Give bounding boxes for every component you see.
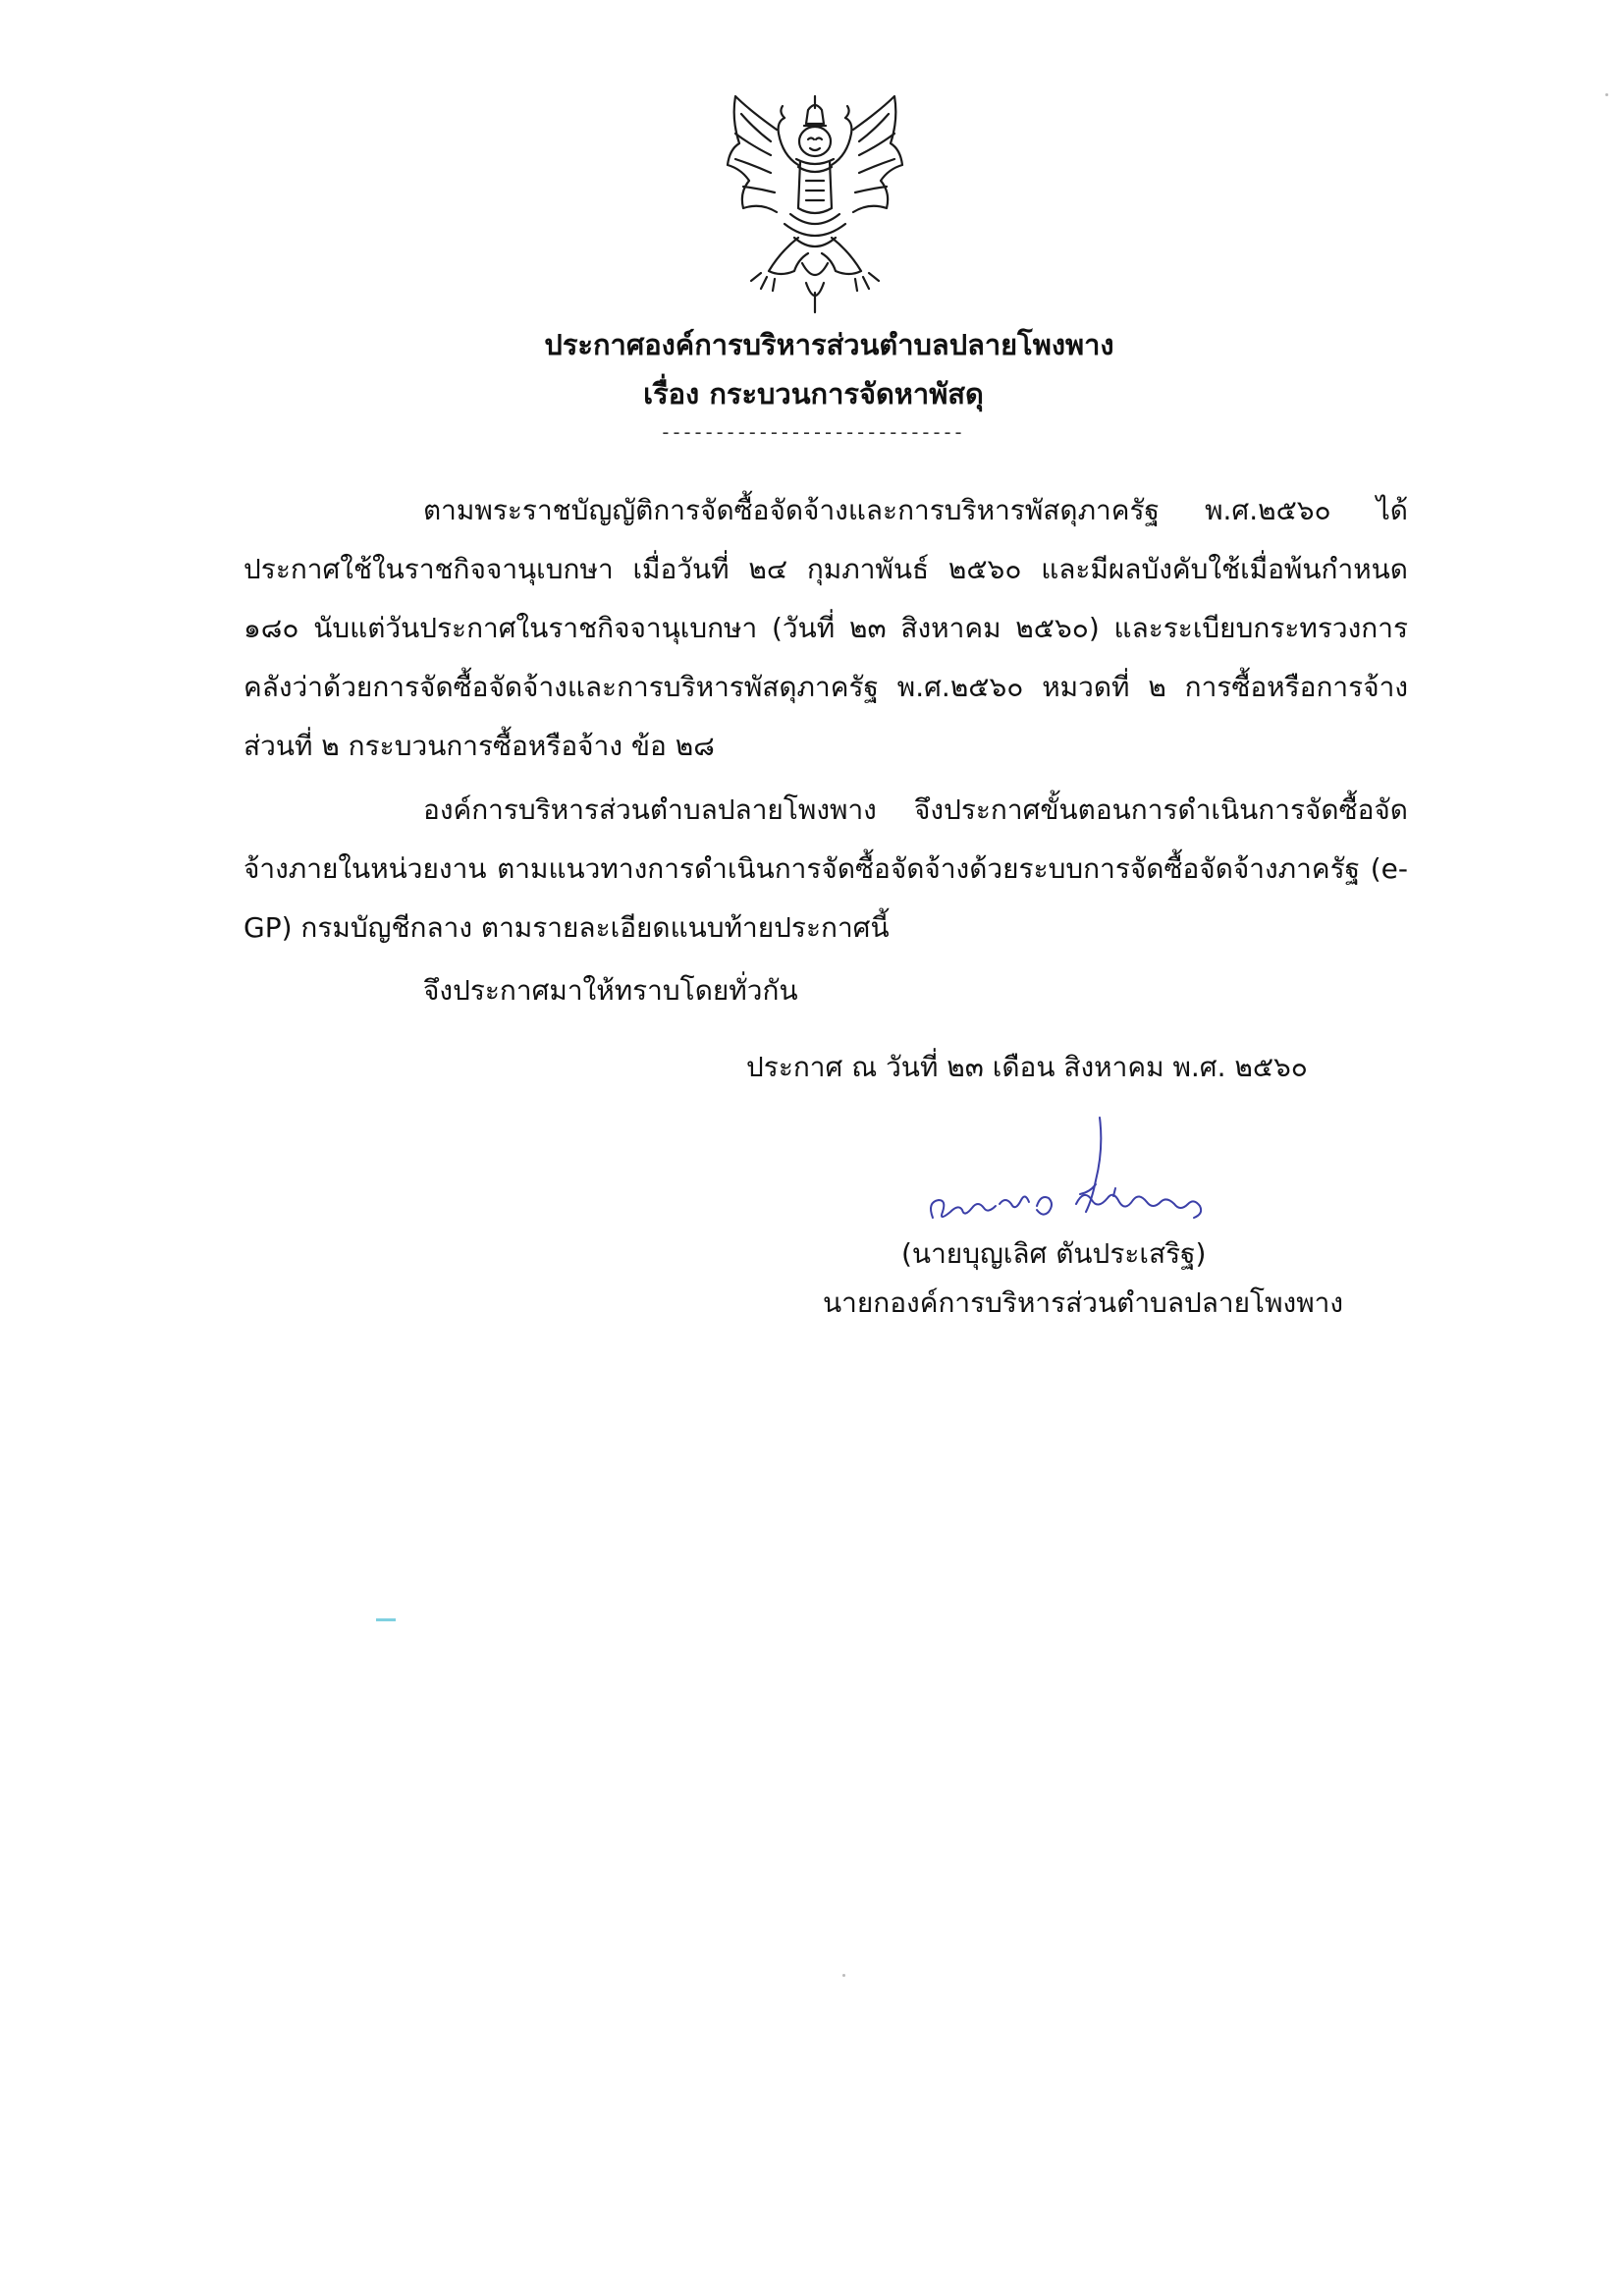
announcement-subject: เรื่อง กระบวนการจัดหาพัสดุ [643,377,984,410]
announcement-date: ประกาศ ณ วันที่ ๒๓ เดือน สิงหาคม พ.ศ. ๒๕๖๐ [746,1051,1308,1083]
signer-title: นายกองค์การบริหารส่วนตำบลปลายโพงพาง [823,1286,1344,1319]
garuda-emblem-icon [722,90,908,318]
scan-artifact-mark [376,1618,396,1621]
closing-statement: จึงประกาศมาให้ทราบโดยทั่วกัน [423,974,798,1007]
body-paragraph-2: องค์การบริหารส่วนตำบลปลายโพงพาง จึงประกาศขั้นตอนการดำเนินการจัดซื้อจัดจ้างภายในหน่วยงาน ตามแนวทางการดำเนินการจัดซื้อจัดจ้างด้วยระบบการจัดซื้อจัดจ้างภาครัฐ (e-GP) กรมบัญชีกลาง ตามรายละเอียดแนบท้ายประกาศนี้ [243,793,1408,944]
handwritten-signature [903,1110,1227,1237]
body-paragraph-1: ตามพระราชบัญญัติการจัดซื้อจัดจ้างและการบริหารพัสดุภาครัฐ พ.ศ.๒๕๖๐ ได้ประกาศใช้ในราชกิจจานุเบกษา เมื่อวันที่ ๒๔ กุมภาพันธ์ ๒๕๖๐ และมีผลบังคับใช้เมื่อพ้นกำหนด ๑๘๐ นับแต่วันประกาศในราชกิจจานุเบกษา (วันที่ ๒๓ สิงหาคม ๒๕๖๐) และระเบียบกระทรวงการคลังว่าด้วยการจัดซื้อจัดจ้างและการบริหารพัสดุภาครัฐ พ.ศ.๒๕๖๐ หมวดที่ ๒ การซื้อหรือการจ้าง ส่วนที่ ๒ กระบวนการซื้อหรือจ้าง ข้อ ๒๘ [243,494,1408,762]
announcement-title: ประกาศองค์การบริหารส่วนตำบลปลายโพงพาง [544,328,1114,361]
scan-speck [1605,93,1608,96]
title-divider: ---------------------------- [659,420,964,444]
signer-name: (นายบุญเลิศ ตันประเสริฐ) [901,1237,1207,1270]
scan-speck [842,1974,845,1977]
